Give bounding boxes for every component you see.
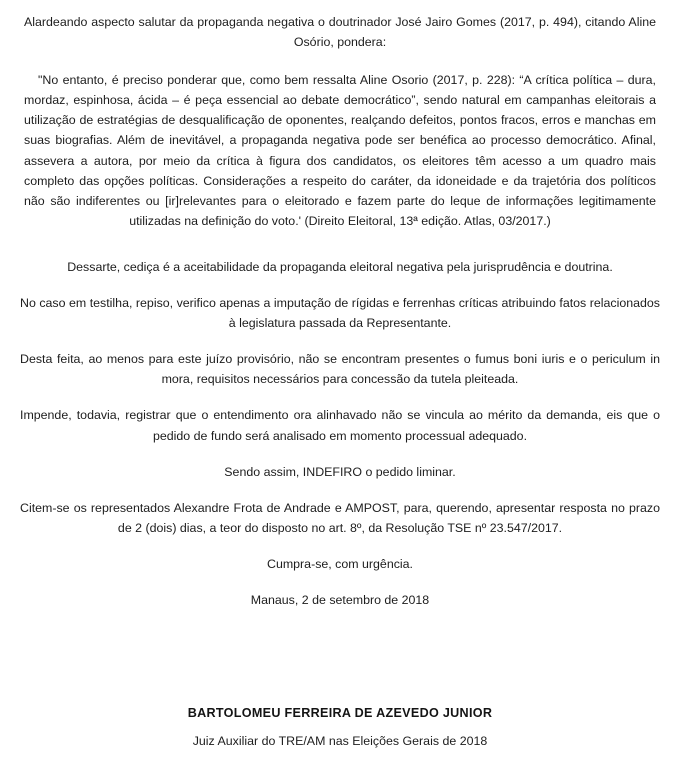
signature-block [20,706,660,748]
intro-paragraph: Alardeando aspecto salutar da propaganda negativa o doutrinador José Jairo Gomes (2017, p. 494), citando Aline Osório, pondera: [24,15,656,50]
doctrine-quote: "No entanto, é preciso ponderar que, como bem ressalta Aline Osorio (2017, p. 228): “A crítica política – dura, mordaz, espinhosa, ácida – é peça essencial ao debate democrático”, sendo natural em campanhas eleitorais a utilização de estratégias de desqualificação de oponentes, realçando defeitos, pontos fracos, erros e manchas em suas biografias. Além de inevitável, a propaganda negativa pode ser benéfica ao processo democrático. Afinal, assevera a autora, por meio da crítica à figura dos candidatos, os eleitores têm acesso a um quadro mais completo das opções políticas. Considerações a respeito do caráter, da idoneidade e da trajetória dos políticos não são indiferentes ou [ir]relevantes para o eleitorado e fazem parte do leque de informações legitimamente utilizadas na definição do voto.' (Direito Eleitoral, 13ª edição. Atlas, 03/2017.) [24,73,656,228]
signer-role: Juiz Auxiliar do TRE/AM nas Eleições Gerais de 2018 [192,734,488,749]
paragraph-1: Dessarte, cediça é a aceitabilidade da propaganda eleitoral negativa pela jurisprudência e doutrina. [67,259,613,274]
paragraph-5-ruling: Sendo assim, INDEFIRO o pedido liminar. [224,464,456,479]
paragraph-3: Desta feita, ao menos para este juízo provisório, não se encontram presentes o fumus boni iuris e o periculum in mora, requisitos necessários para concessão da tutela pleiteada. [20,352,660,387]
paragraph-4: Impende, todavia, registrar que o entendimento ora alinhavado não se vincula ao mérito da demanda, eis que o pedido de fundo será analisado em momento processual adequado. [20,408,660,443]
paragraph-6-summons: Citem-se os representados Alexandre Frota de Andrade e AMPOST, para, querendo, apresentar resposta no prazo de 2 (dois) dias, a teor do disposto no art. 8º, da Resolução TSE nº 23.547/2017. [20,500,660,535]
paragraph-2: No caso em testilha, repiso, verifico apenas a imputação de rígidas e ferrenhas críticas atribuindo fatos relacionados à legislatura passada da Representante. [20,296,660,331]
paragraph-7-urgency: Cumpra-se, com urgência. [267,556,413,571]
signer-name: BARTOLOMEU FERREIRA DE AZEVEDO JUNIOR [187,706,493,721]
decision-body [20,257,660,610]
date-line: Manaus, 2 de setembro de 2018 [250,592,430,607]
